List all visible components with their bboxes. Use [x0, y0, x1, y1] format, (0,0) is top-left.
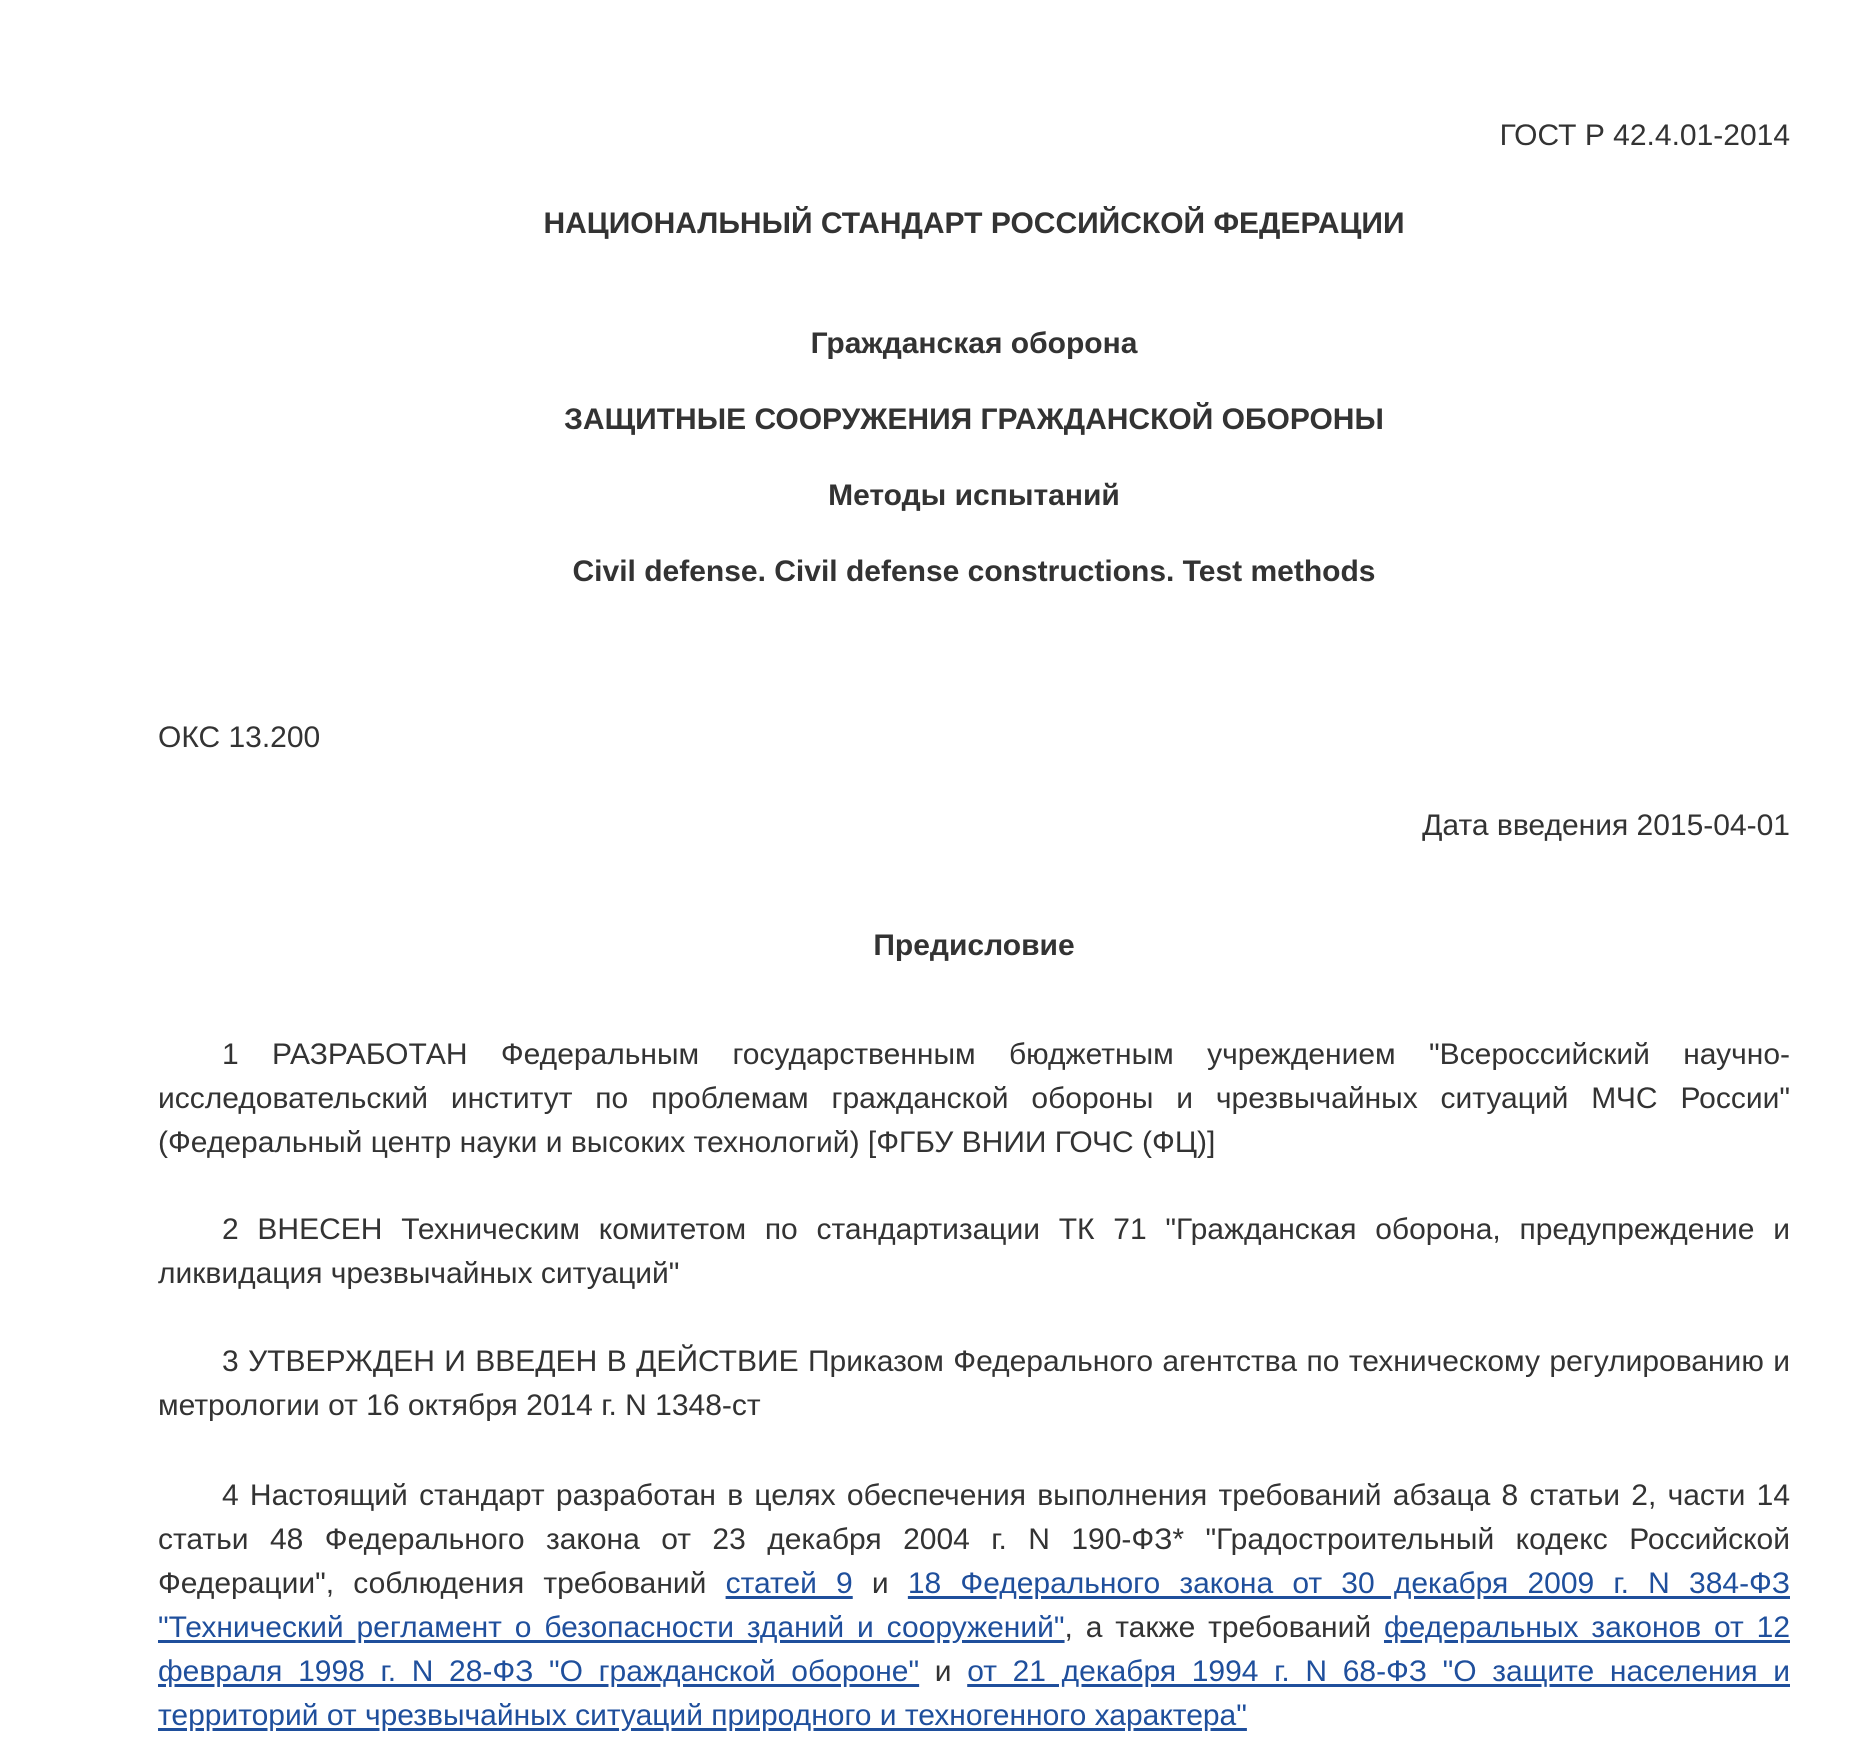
intro-date: Дата введения 2015-04-01: [1422, 809, 1790, 842]
category-title: Гражданская оборона: [810, 327, 1138, 360]
preface-paragraph-4: [158, 1474, 1790, 1738]
national-standard-heading: НАЦИОНАЛЬНЫЙ СТАНДАРТ РОССИЙСКОЙ ФЕДЕРАЦИИ: [543, 207, 1405, 240]
oks-code: ОКС 13.200: [158, 721, 321, 754]
link-articles-9[interactable]: статей 9: [725, 1567, 853, 1600]
document-code: ГОСТ Р 42.4.01-2014: [1499, 119, 1790, 152]
link-federal-law-384[interactable]: 18 Федерального закона от 30 декабря 2009 г. N 384-ФЗ "Технический регламент о безопасности зданий и сооружений": [158, 1567, 1790, 1644]
paragraph-text: и: [919, 1655, 968, 1688]
paragraph-text: 4 Настоящий стандарт разработан в целях обеспечения выполнения требований абзаца 8 статьи 2, части 14 статьи 48 Федерального закона от 23 декабря 2004 г. N 190-ФЗ* "Градостроительный кодекс Российской Федерации", соблюдения требований: [158, 1479, 1790, 1600]
subtitle: Методы испытаний: [828, 479, 1120, 512]
paragraph-text: и: [852, 1567, 908, 1600]
preface-paragraph-2: 2 ВНЕСЕН Техническим комитетом по стандартизации ТК 71 "Гражданская оборона, предупреждение и ликвидация чрезвычайных ситуаций": [158, 1213, 1790, 1290]
english-title: Civil defense. Civil defense constructions. Test methods: [572, 555, 1376, 588]
main-title: ЗАЩИТНЫЕ СООРУЖЕНИЯ ГРАЖДАНСКОЙ ОБОРОНЫ: [564, 403, 1384, 436]
paragraph-text: , а также требований: [1064, 1611, 1384, 1644]
link-federal-law-68[interactable]: от 21 декабря 1994 г. N 68-ФЗ "О защите населения и территорий от чрезвычайных ситуаций природного и техногенного характера": [158, 1655, 1790, 1732]
preface-title: Предисловие: [873, 929, 1075, 962]
preface-paragraph-1: 1 РАЗРАБОТАН Федеральным государственным бюджетным учреждением "Всероссийский научно-исследовательский институт по проблемам гражданской обороны и чрезвычайных ситуаций МЧС России" (Федеральный центр науки и высоких технологий) [ФГБУ ВНИИ ГОЧС (ФЦ)]: [158, 1038, 1790, 1159]
link-federal-law-28[interactable]: федеральных законов от 12 февраля 1998 г. N 28-ФЗ "О гражданской обороне": [158, 1611, 1790, 1688]
preface-paragraph-3: 3 УТВЕРЖДЕН И ВВЕДЕН В ДЕЙСТВИЕ Приказом Федерального агентства по техническому регулированию и метрологии от 16 октября 2014 г. N 1348-ст: [158, 1345, 1790, 1422]
